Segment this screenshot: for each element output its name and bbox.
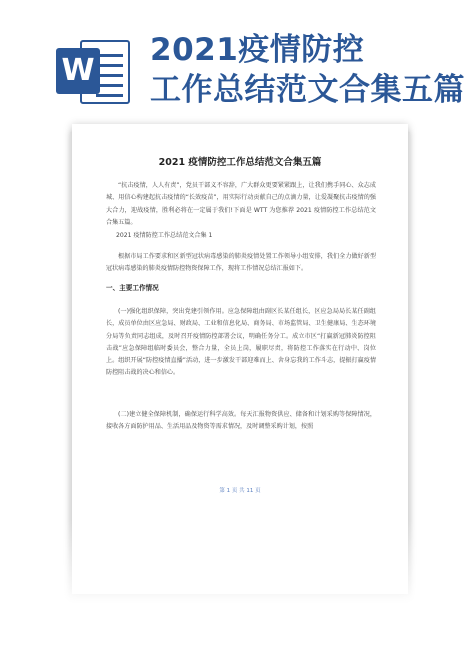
- cover-title: [150, 30, 470, 110]
- page-footer: 第 1 页 共 11 页: [219, 488, 261, 494]
- document-title: 2021 疫情防控工作总结范文合集五篇: [158, 157, 322, 168]
- bottom-fade: [0, 520, 474, 669]
- cover-title-line2: 工作总结范文合集五篇: [150, 72, 465, 108]
- cover-title-line1: 2021疫情防控: [150, 32, 365, 68]
- paragraph-3: (一)强化组织保障，突出党建引领作用。应急保障组由副区长某任组长，区应急局局长某任副组长，成员单位由区应急局、财政局、工业和信息化局、商务局、市场监管局、卫生健康局、生态环境分局等负责同志组成，及时召开疫情防控部署会议，明确任务分工。成立市区“打赢新冠肺炎防控阻击战”应急保障组临时委员会，整合力量，全员上岗，履职尽责，将防控工作落实在行动中、岗位上。组织开展“防控疫情直播”活动，进一步激发干部迎难而上、舍身忘我的工作斗志，提振打赢疫情防控阻击战的决心和信心。: [106, 308, 376, 377]
- intro-paragraph: “抗击疫情，人人有责”，党员干部义不容辞，广大群众更要紧紧跟上，让我们携手同心、众志成城、用信心构建起抗击疫情的“长效疫苗”，用实际行动贡献自己的点滴力量，让爱凝聚抗击疫情的强大合力，迎战疫情，胜利必将在一定属于我们!下面是 WTT 为您推荐 2021 疫情防控工作总结范文合集五篇。: [106, 182, 376, 226]
- word-badge: W: [56, 48, 100, 94]
- word-icon: [56, 34, 132, 110]
- section-heading-1: 一、主要工作情况: [106, 284, 159, 292]
- paragraph-2: 根据市局工作要求和区新型冠状病毒感染的肺炎疫情处置工作领导小组安排，我们全力做好新型冠状病毒感染的肺炎疫情防控物资保障工作，现将工作情况总结汇报如下。: [106, 253, 376, 273]
- section-subtitle: 2021 疫情防控工作总结范文合集 1: [116, 232, 213, 239]
- paragraph-4: (二)建立健全保障机制，确保运行科学高效。每天汇报物资供应、储备和计划采购等保障情况，接收各方面防护用品、生活用品及物资等需求情况，及时调整采购计划，按照: [106, 411, 376, 431]
